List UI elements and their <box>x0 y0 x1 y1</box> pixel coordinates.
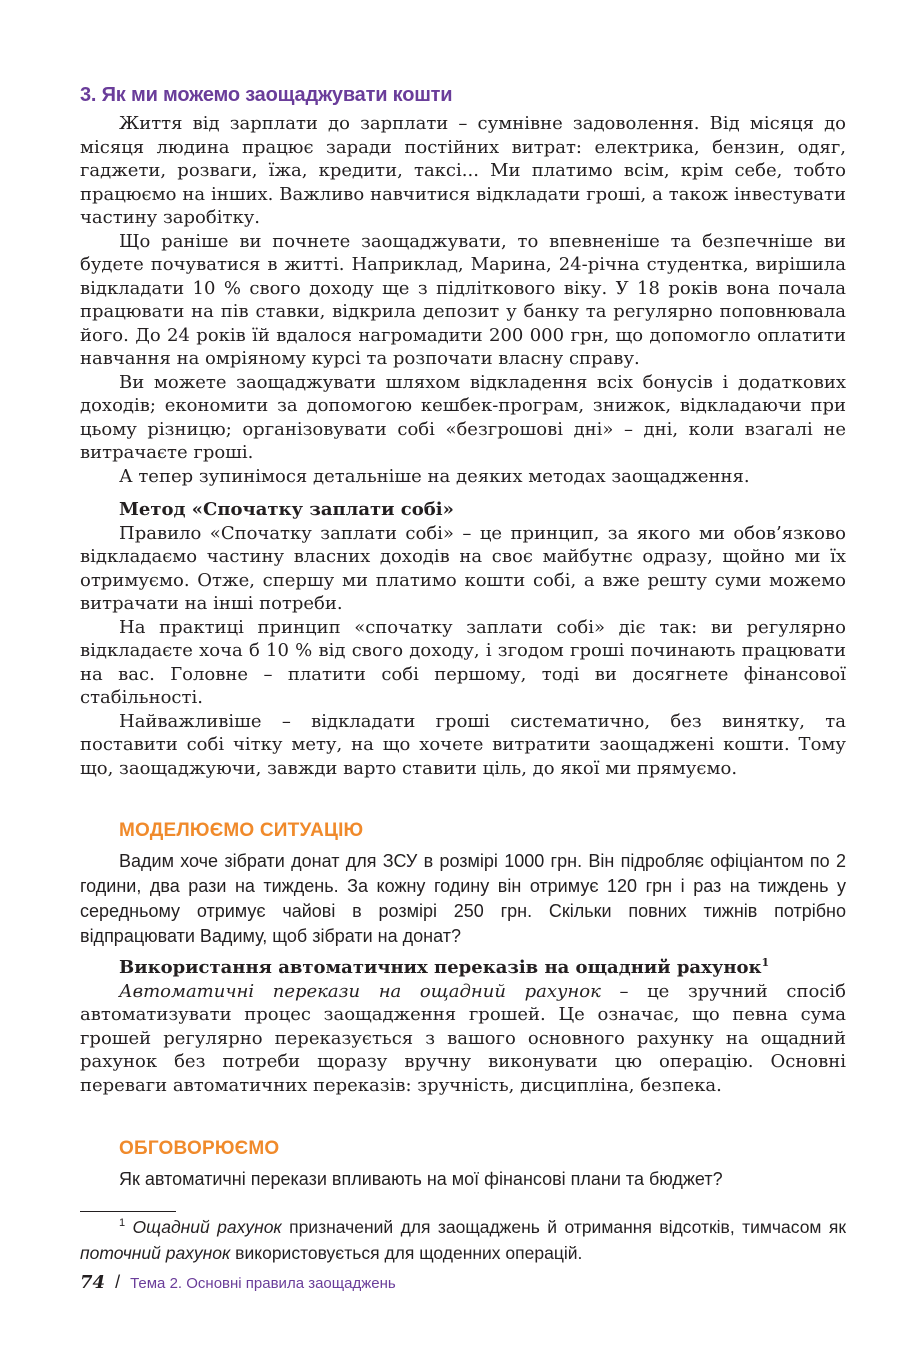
model-box-heading: МОДЕЛЮЄМО СИТУАЦІЮ <box>119 820 364 841</box>
footnote <box>80 1214 846 1266</box>
method1-paragraph-2: На практиці принцип «спочатку заплати собі» діє так: ви регулярно відкладаєте хоча б 10 % від свого доходу, і згодом гроші починають працювати на вас. Головне – платити собі першому, тоді ви досягнете фінансової стабільності. <box>80 616 846 708</box>
footnote-term-2: поточний рахунок <box>80 1243 231 1263</box>
footnote-mark: 1 <box>119 1217 126 1230</box>
method2-text: – це зручний спосіб автоматизувати процес заощадження грошей. Це означає, що певна сума грошей регулярно переказується з вашого основного рахунку на ощадний рахунок без потреби щоразу вручну виконувати цю операцію. Основні переваги автоматичних переказів: зручність, дисципліна, безпека. <box>80 980 846 1096</box>
intro-text <box>80 112 846 780</box>
method1-title: Метод «Спочатку заплати собі» <box>119 499 454 520</box>
footer-topic: Тема 2. Основні правила заощаджень <box>130 1275 396 1292</box>
footnote-divider <box>80 1211 176 1212</box>
page-footer <box>80 1272 396 1293</box>
method2-footnote-mark: 1 <box>761 956 770 969</box>
footnote-term-1: Ощадний рахунок <box>132 1217 282 1237</box>
footer-separator: / <box>115 1272 121 1292</box>
discuss-box-text <box>80 1167 846 1192</box>
section-title: 3. Як ми можемо заощаджувати кошти <box>80 84 453 106</box>
method2-title-text: Використання автоматичних переказів на ощадний рахунок <box>119 957 762 978</box>
discuss-box-paragraph: Як автоматичні перекази впливають на мої фінансові плани та бюджет? <box>119 1169 723 1189</box>
method2-title <box>80 956 846 980</box>
method2-paragraph <box>80 980 846 1098</box>
model-box-paragraph: Вадим хоче зібрати донат для ЗСУ в розмірі 1000 грн. Він підробляє офіціантом по 2 години, два рази на тиждень. За кожну годину він отримує 120 грн і раз на тиждень у середньому отримує чайові в розмірі 250 грн. Скільки повних тижнів потрібно відпрацювати Вадиму, щоб зібрати на донат? <box>80 851 846 946</box>
method1-paragraph-1: Правило «Спочатку заплати собі» – це принцип, за якого ми обов’язково відкладаємо частину власних доходів на своє майбутнє одразу, щойно ми їх отримуємо. Отже, спершу ми платимо кошти собі, а вже решту суми можемо витрачати на інші потреби. <box>80 522 846 614</box>
paragraph-4: А тепер зупинімося детальніше на деяких методах заощадження. <box>119 465 750 487</box>
paragraph-1: Життя від зарплати до зарплати – сумнівне задоволення. Від місяця до місяця людина працює заради постійних витрат: електрика, бензин, одяг, гаджети, розваги, їжа, кредити, таксі... Ми платимо всім, крім себе, тобто працюємо на інших. Важливо навчитися відкладати гроші, а також інвестувати частину заробітку. <box>80 113 846 228</box>
model-box-text <box>80 849 846 949</box>
footnote-paragraph <box>80 1214 846 1266</box>
method1-paragraph-3: Найважливіше – відкладати гроші систематично, без винятку, та поставити собі чітку мету, на що хочете витратити заощаджені кошти. Тому що, заощаджуючи, завжди варто ставити ціль, до якої ми прямуємо. <box>80 710 846 779</box>
method2-section <box>80 956 846 1097</box>
paragraph-3: Ви можете заощаджувати шляхом відкладення всіх бонусів і додаткових доходів; економити за допомогою кешбек-програм, знижок, відкладаючи при цьому різницю; організовувати собі «безгрошові дні» – дні, коли взагалі не витрачаєте гроші. <box>80 371 846 463</box>
footnote-text-2: використовується для щоденних операцій. <box>230 1243 583 1263</box>
footnote-text-1: призначений для заощаджень й отримання відсотків, тимчасом як <box>281 1217 846 1237</box>
paragraph-2: Що раніше ви почнете заощаджувати, то впевненіше та безпечніше ви будете почуватися в житті. Наприклад, Марина, 24-річна студентка, вирішила відкладати 10 % свого доходу ще з підліткового віку. У 18 років вона почала працювати на пів ставки, відкрила депозит у банку та регулярно поповнювала його. До 24 років їй вдалося нагромадити 200 000 грн, що допомогло оплатити навчання на омріяному курсі та розпочати власну справу. <box>80 230 846 369</box>
discuss-box-heading: ОБГОВОРЮЄМО <box>119 1138 280 1159</box>
method2-term: Автоматичні перекази на ощадний рахунок <box>119 980 601 1002</box>
page-number: 74 <box>80 1272 106 1293</box>
